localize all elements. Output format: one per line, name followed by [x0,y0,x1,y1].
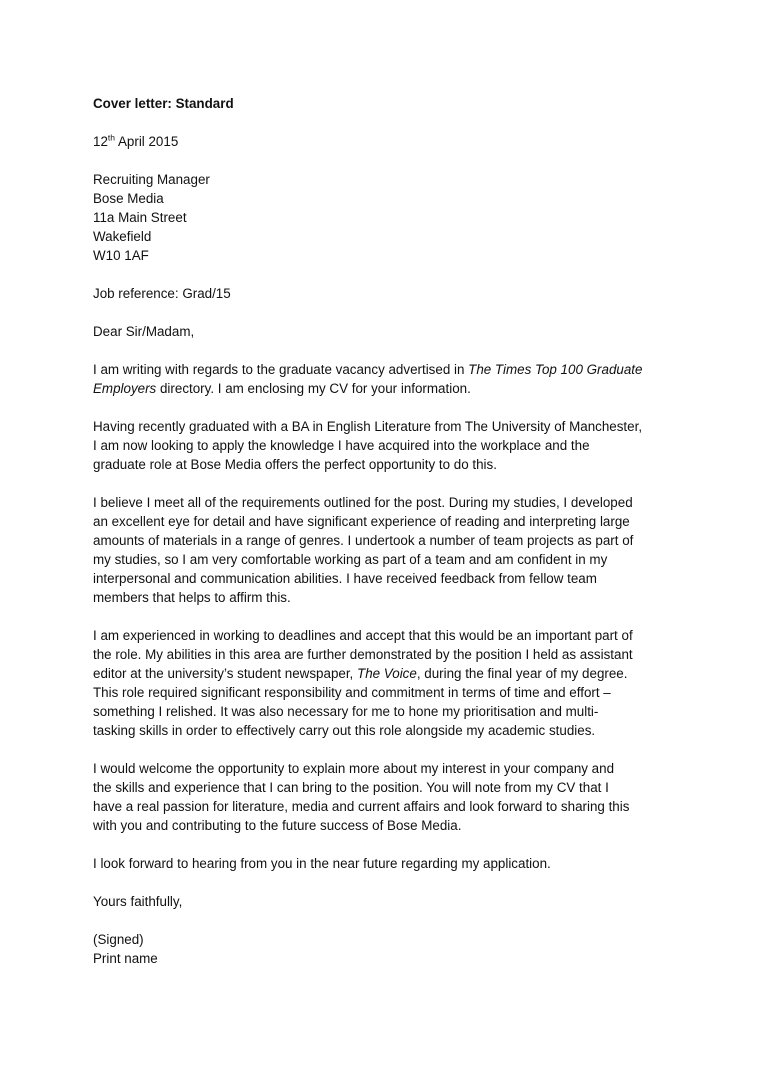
paragraph-intro [93,360,693,398]
text-run: directory. I am enclosing my CV for your information. [156,381,471,396]
text-run: editor at the university’s student newspaper, [93,666,358,681]
address-line: Wakefield [93,229,152,244]
paragraph-line: I would welcome the opportunity to explain more about my interest in your company and [93,761,615,776]
publication-title: Employers [93,381,157,396]
paragraph-line: something I relished. It was also necessary for me to hone my prioritisation and multi- [93,704,599,719]
paragraph-line: the skills and experience that I can bring to the position. You will note from my CV that I [93,780,609,795]
paragraph-line: This role required significant responsibility and commitment in terms of time and effort – [93,685,611,700]
paragraph-line: I am experienced in working to deadlines and accept that this would be an important part of [93,628,633,643]
cover-letter [93,94,693,987]
paragraph-line: the role. My abilities in this area are further demonstrated by the position I held as assistant [93,647,633,662]
salutation: Dear Sir/Madam, [93,324,195,339]
letter-date [93,132,693,151]
print-name-label: Print name [93,951,158,966]
paragraph-line: graduate role at Bose Media offers the perfect opportunity to do this. [93,457,497,472]
date-suffix: th [107,132,115,143]
paragraph-closing: I look forward to hearing from you in the near future regarding my application. [93,856,551,871]
paragraph-line: Having recently graduated with a BA in English Literature from The University of Manchester, [93,419,643,434]
recipient-address [93,170,693,265]
paragraph-line: members that helps to affirm this. [93,590,291,605]
newspaper-title: The Voice [357,666,417,681]
paragraph-line: I believe I meet all of the requirements outlined for the post. During my studies, I developed [93,495,633,510]
paragraph-line: interpersonal and communication abilities. I have received feedback from fellow team [93,571,597,586]
signed-label: (Signed) [93,932,144,947]
paragraph-line [93,664,693,683]
address-line: W10 1AF [93,248,149,263]
text-run: , during the final year of my degree. [416,666,628,681]
signature-block [93,930,693,968]
job-reference: Job reference: Grad/15 [93,286,231,301]
paragraph-background [93,417,693,474]
date-rest: April 2015 [115,134,179,149]
letter-title: Cover letter: Standard [93,96,234,111]
paragraph-line: amounts of materials in a range of genres. I undertook a number of team projects as part of [93,533,634,548]
address-line: 11a Main Street [93,210,187,225]
address-line: Recruiting Manager [93,172,210,187]
publication-title: The Times Top 100 Graduate [468,362,643,377]
paragraph-line: an excellent eye for detail and have significant experience of reading and interpreting large [93,514,630,529]
paragraph-line [93,379,693,398]
paragraph-line: with you and contributing to the future success of Bose Media. [93,818,462,833]
paragraph-experience [93,626,693,740]
paragraph-line: tasking skills in order to effectively carry out this role alongside my academic studies. [93,723,596,738]
date-day: 12 [93,134,108,149]
text-run: I am writing with regards to the graduate vacancy advertised in [93,362,469,377]
paragraph-line: have a real passion for literature, media and current affairs and look forward to sharing this [93,799,630,814]
paragraph-line: I am now looking to apply the knowledge I have acquired into the workplace and the [93,438,590,453]
paragraph-line: my studies, so I am very comfortable working as part of a team and am confident in my [93,552,608,567]
address-line: Bose Media [93,191,164,206]
closing-phrase: Yours faithfully, [93,894,183,909]
paragraph-interest [93,759,693,835]
paragraph-line [93,360,693,379]
paragraph-requirements [93,493,693,607]
